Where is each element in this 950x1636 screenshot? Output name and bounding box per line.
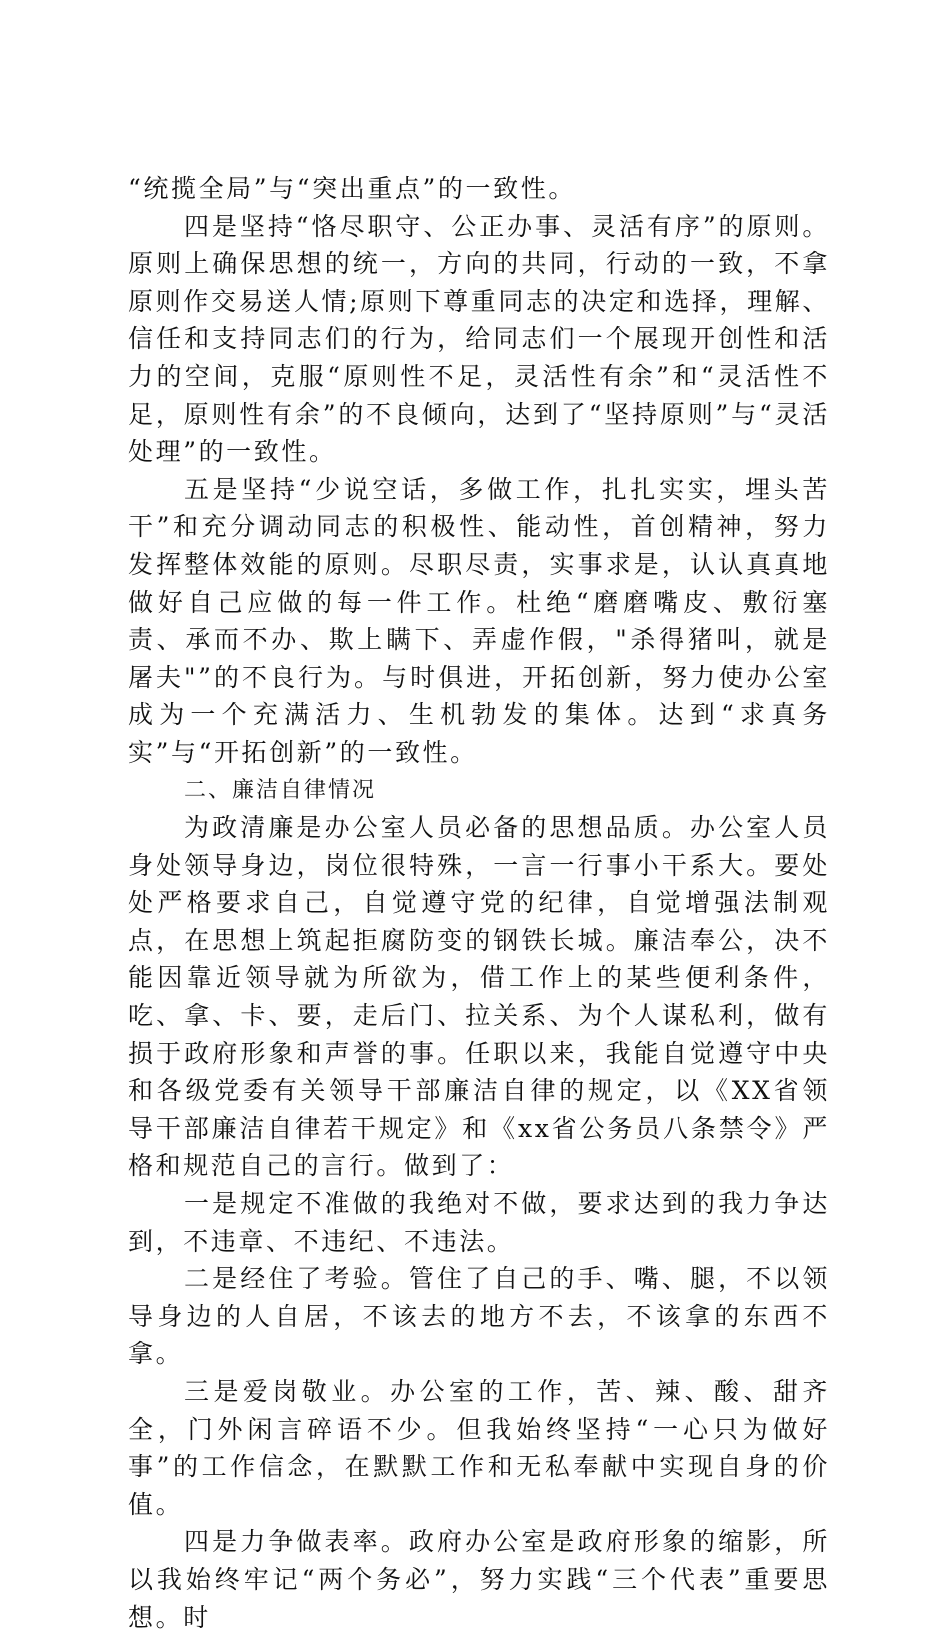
paragraph-item-two: 二是经住了考验。管住了自己的手、嘴、腿，不以领导身边的人自居，不该去的地方不去，不该拿的东西不拿。 bbox=[128, 1264, 830, 1369]
paragraph-principle-five: 五是坚持“少说空话，多做工作，扎扎实实，埋头苦干”和充分调动同志的积极性、能动性，首创精神，努力发挥整体效能的原则。尽职尽责，实事求是，认认真真地做好自己应做的每一件工作。杜绝“磨磨嘴皮、敷衍塞责、承而不办、欺上瞒下、弄虚作假，"杀得猪叫，就是屠夫"”的不良行为。与时俱进，开拓创新，努力使办公室成为一个充满活力、生机勃发的集体。达到“求真务实”与“开拓创新”的一致性。 bbox=[128, 474, 830, 767]
paragraph-principle-four: 四是坚持“恪尽职守、公正办事、灵活有序”的原则。原则上确保思想的统一，方向的共同，行动的一致，不拿原则作交易送人情;原则下尊重同志的决定和选择，理解、信任和支持同志们的行为，给同志们一个展现开创性和活力的空间，克服“原则性不足，灵活性有余”和“灵活性不足，原则性有余”的不良倾向，达到了“坚持原则”与“灵活处理”的一致性。 bbox=[128, 211, 830, 467]
paragraph-item-three: 三是爱岗敬业。办公室的工作，苦、辣、酸、甜齐全，门外闲言碎语不少。但我始终坚持“一心只为做好事”的工作信念，在默默工作和无私奉献中实现自身的价值。 bbox=[128, 1377, 830, 1519]
paragraph-item-one: 一是规定不准做的我绝对不做，要求达到的我力争达到，不违章、不违纪、不违法。 bbox=[128, 1189, 830, 1256]
document-page bbox=[128, 170, 830, 1636]
paragraph-item-four: 四是力争做表率。政府办公室是政府形象的缩影，所以我始终牢记“两个务必”，努力实践“三个代表”重要思想。时 bbox=[128, 1527, 830, 1632]
section-heading: 二、廉洁自律情况 bbox=[184, 777, 377, 803]
paragraph-integrity-intro: 为政清廉是办公室人员必备的思想品质。办公室人员身处领导身边，岗位很特殊，一言一行事小干系大。要处处严格要求自己，自觉遵守党的纪律，自觉增强法制观点，在思想上筑起拒腐防变的钢铁长城。廉洁奉公，决不能因靠近领导就为所欲为，借工作上的某些便利条件，吃、拿、卡、要，走后门、拉关系、为个人谋私利，做有损于政府形象和声誉的事。任职以来，我能自觉遵守中央和各级党委有关领导干部廉洁自律的规定，以《XX省领导干部廉洁自律若干规定》和《xx省公务员八条禁令》严格和规范自己的言行。做到了： bbox=[128, 813, 830, 1181]
paragraph-continuation: “统揽全局”与“突出重点”的一致性。 bbox=[128, 174, 576, 203]
